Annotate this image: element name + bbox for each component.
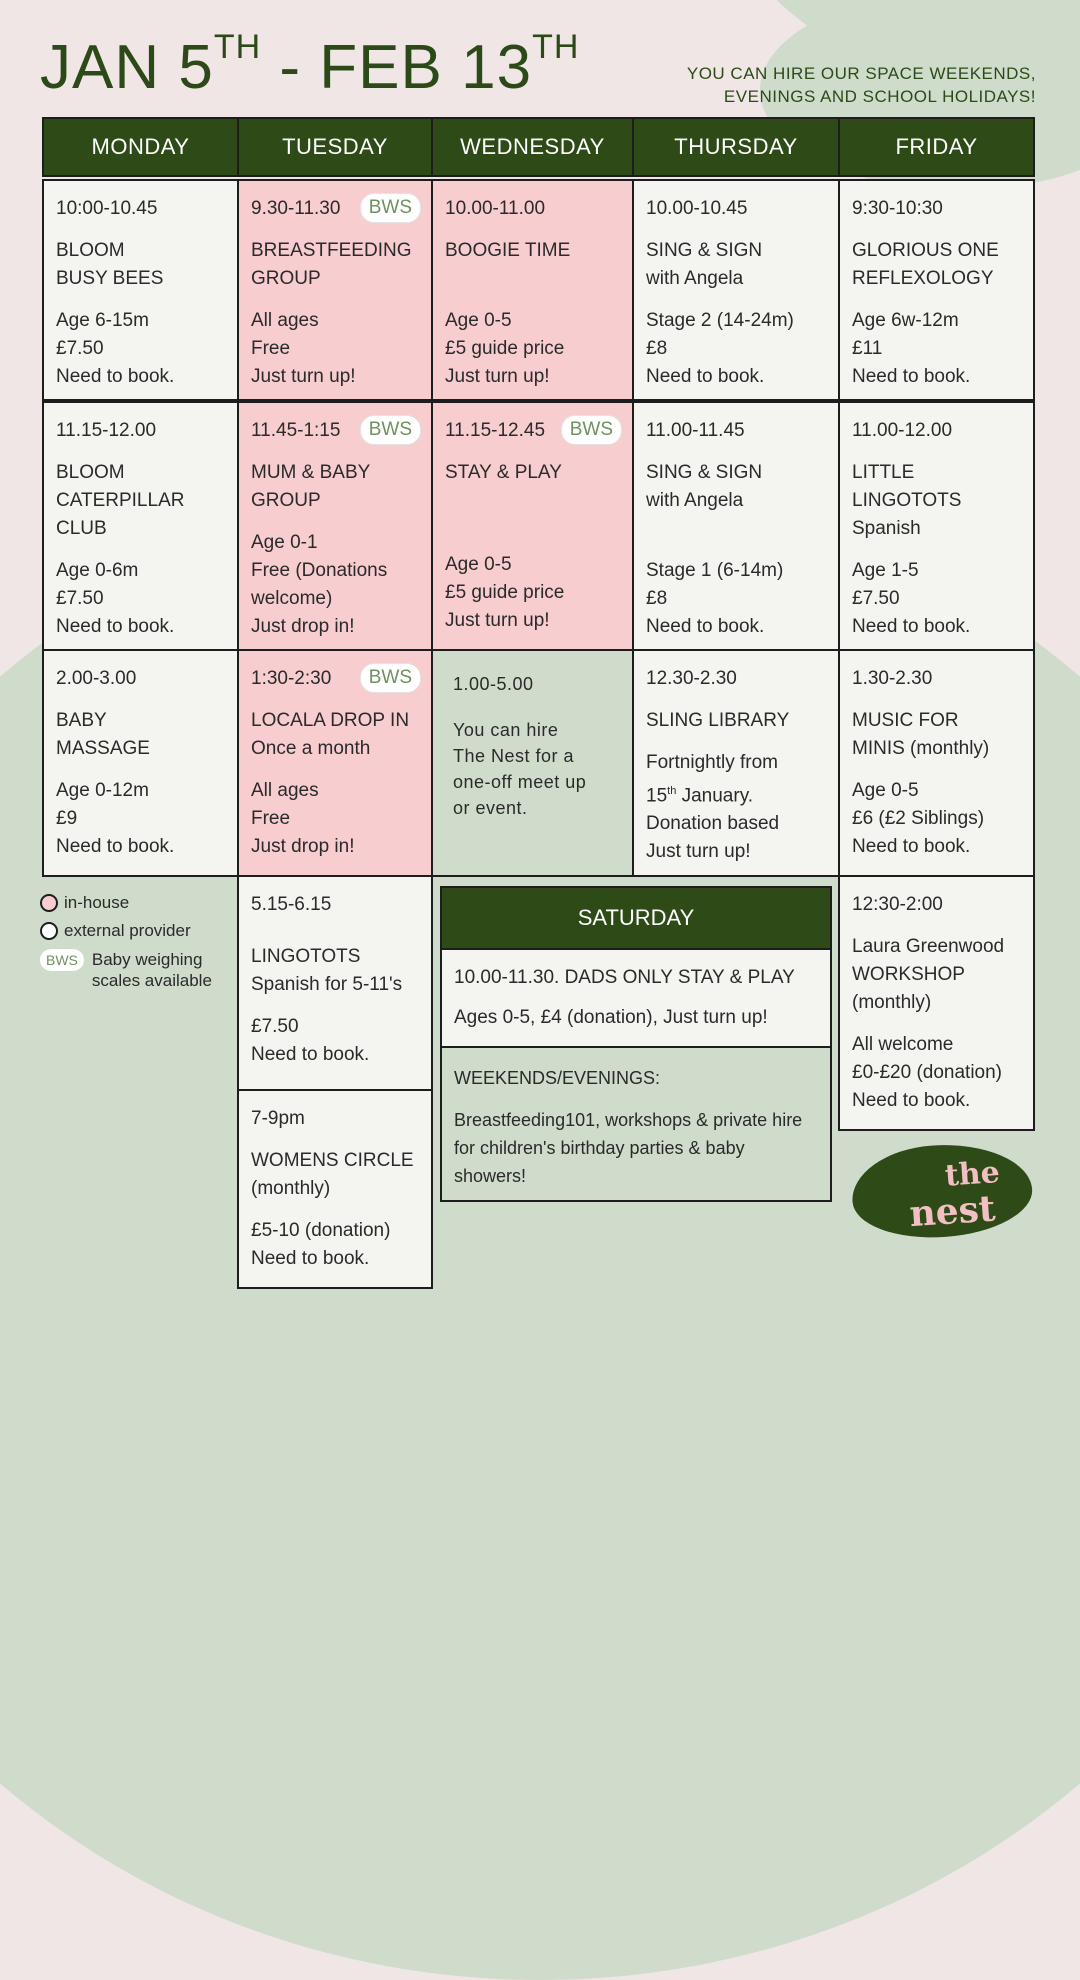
session-detail: All ages xyxy=(251,780,319,801)
hire-text: The Nest for a xyxy=(453,746,575,766)
session-detail: Age 1-5 xyxy=(852,560,919,581)
session-name: BOOGIE TIME xyxy=(445,240,571,261)
session-name: LOCALA DROP IN xyxy=(251,710,410,731)
session-detail: 15th January. xyxy=(646,785,754,807)
session-price: £7.50 xyxy=(852,588,900,609)
session-booking: Need to book. xyxy=(852,1090,971,1111)
session-time: 7-9pm xyxy=(251,1108,305,1129)
session-price: welcome) xyxy=(251,588,333,609)
session-name: (monthly) xyxy=(251,1178,331,1199)
session-booking: Just turn up! xyxy=(445,366,550,387)
session-time: 9.30-11.30 xyxy=(251,198,341,219)
session-detail: Age 0-6m xyxy=(56,560,139,581)
session-booking: Just drop in! xyxy=(251,616,355,637)
header-monday: MONDAY xyxy=(42,117,239,177)
session-price: £7.50 xyxy=(56,338,104,359)
session-booking: Need to book. xyxy=(56,836,175,857)
hire-text: You can hire xyxy=(453,720,559,740)
session-booking: Need to book. xyxy=(56,366,175,387)
session-name: MINIS (monthly) xyxy=(852,738,990,759)
session-price: Donation based xyxy=(646,813,780,835)
session-name: (monthly) xyxy=(852,992,932,1013)
session-name: BLOOM xyxy=(56,462,125,483)
session-time: 2.00-3.00 xyxy=(56,668,137,689)
header-thursday: THURSDAY xyxy=(632,117,840,177)
wednesday-hire xyxy=(431,649,634,877)
session-name: WORKSHOP xyxy=(852,964,965,985)
session-name: STAY & PLAY xyxy=(445,462,562,483)
session-detail: Stage 1 (6-14m) xyxy=(646,560,784,581)
session-name: GROUP xyxy=(251,490,321,511)
bws-badge: BWS xyxy=(40,949,84,971)
session-name: REFLEXOLOGY xyxy=(852,268,994,289)
session-name: BREASTFEEDING xyxy=(251,240,412,261)
session-detail: All welcome xyxy=(852,1034,954,1055)
session-booking: Need to book. xyxy=(852,366,971,387)
session-price: £8 xyxy=(646,588,668,609)
session-detail: Age 0-5 xyxy=(852,780,919,801)
session-booking: Just turn up! xyxy=(445,610,550,631)
session-name: WOMENS CIRCLE xyxy=(251,1150,414,1171)
session-time: 11.00-12.00 xyxy=(852,420,953,441)
session-price: £9 xyxy=(56,808,78,829)
bws-badge: BWS xyxy=(360,193,421,223)
session-time: 1:30-2:30 xyxy=(251,668,332,689)
hire-text: or event. xyxy=(453,798,528,818)
wednesday-session-1 xyxy=(431,179,634,401)
header-saturday: SATURDAY xyxy=(440,886,832,950)
weekends-text: Breastfeeding101, workshops & private hire for children's birthday parties & baby showers! xyxy=(454,1110,803,1186)
session-name: CATERPILLAR xyxy=(56,490,185,511)
session-time: 10:00-10.45 xyxy=(56,198,158,219)
session-time: 12.30-2.30 xyxy=(646,668,737,689)
session-price: £5 guide price xyxy=(445,338,565,359)
session-booking: Just turn up! xyxy=(251,366,356,387)
the-nest-logo: the nest xyxy=(849,1139,1035,1243)
session-name: with Angela xyxy=(646,268,744,289)
session-name: MASSAGE xyxy=(56,738,150,759)
session-name: Spanish xyxy=(852,518,921,539)
tuesday-session-5 xyxy=(237,1089,433,1289)
session-price: Free xyxy=(251,338,291,359)
session-name: 10.00-11.30. DADS ONLY STAY & PLAY xyxy=(454,967,795,988)
session-name: Once a month xyxy=(251,738,371,759)
session-name: BUSY BEES xyxy=(56,268,164,289)
session-booking: Need to book. xyxy=(646,616,765,637)
session-detail: Stage 2 (14-24m) xyxy=(646,310,794,331)
session-price: Free (Donations xyxy=(251,560,388,581)
wednesday-session-2 xyxy=(431,401,634,651)
monday-session-1 xyxy=(42,179,239,401)
session-price: £0-£20 (donation) xyxy=(852,1062,1002,1083)
session-booking: Need to book. xyxy=(251,1044,370,1065)
session-time: 11.00-11.45 xyxy=(646,420,745,441)
weekends-evenings xyxy=(440,1046,832,1202)
session-time: 1.30-2.30 xyxy=(852,668,933,689)
hire-note: YOU CAN HIRE OUR SPACE WEEKENDS, EVENINGS AND SCHOOL HOLIDAYS! xyxy=(686,64,1036,106)
session-detail: Ages 0-5, £4 (donation), Just turn up! xyxy=(454,1007,768,1028)
session-name: Spanish for 5-11's xyxy=(251,974,403,995)
session-detail: Age 6w-12m xyxy=(852,310,959,331)
header-wednesday: WEDNESDAY xyxy=(431,117,634,177)
session-name: GLORIOUS ONE xyxy=(852,240,999,261)
session-time: 1.00-5.00 xyxy=(453,674,534,694)
session-time: 10.00-10.45 xyxy=(646,198,748,219)
friday-session-1 xyxy=(838,179,1035,401)
session-name: Laura Greenwood xyxy=(852,936,1005,957)
bws-badge: BWS xyxy=(561,415,622,445)
bws-badge: BWS xyxy=(360,415,421,445)
tuesday-session-3 xyxy=(237,649,433,877)
white-circle-icon xyxy=(40,922,58,940)
session-name: MUM & BABY xyxy=(251,462,371,483)
pink-circle-icon xyxy=(40,894,58,912)
tuesday-session-1 xyxy=(237,179,433,401)
session-name: SLING LIBRARY xyxy=(646,710,790,731)
friday-session-2 xyxy=(838,401,1035,651)
thursday-session-1 xyxy=(632,179,840,401)
session-name: GROUP xyxy=(251,268,321,289)
session-price: Free xyxy=(251,808,291,829)
session-detail: Age 0-12m xyxy=(56,780,149,801)
session-time: 10.00-11.00 xyxy=(445,198,546,219)
session-price: £8 xyxy=(646,338,668,359)
session-name: BLOOM xyxy=(56,240,125,261)
session-name: SING & SIGN xyxy=(646,240,763,261)
session-booking: Need to book. xyxy=(251,1248,370,1269)
session-price: £7.50 xyxy=(56,588,104,609)
session-time: 5.15-6.15 xyxy=(251,894,332,915)
page-title: JAN 5TH - FEB 13TH xyxy=(40,28,580,102)
legend-inhouse: in-house xyxy=(40,893,212,913)
tuesday-session-2 xyxy=(237,401,433,651)
session-time: 12:30-2:00 xyxy=(852,894,943,915)
thursday-session-3 xyxy=(632,649,840,877)
session-price: £5 guide price xyxy=(445,582,565,603)
session-detail: All ages xyxy=(251,310,319,331)
session-name: LINGOTOTS xyxy=(251,946,361,967)
header-friday: FRIDAY xyxy=(838,117,1035,177)
session-detail: Age 6-15m xyxy=(56,310,149,331)
legend-bws: BWS Baby weighing scales available xyxy=(40,949,212,991)
session-price: £11 xyxy=(852,338,883,359)
thursday-session-2 xyxy=(632,401,840,651)
session-detail: Fortnightly from xyxy=(646,752,778,773)
monday-session-2 xyxy=(42,401,239,651)
session-booking: Need to book. xyxy=(646,366,765,387)
header-tuesday: TUESDAY xyxy=(237,117,433,177)
friday-session-4 xyxy=(838,875,1035,1131)
session-price: £6 (£2 Siblings) xyxy=(852,808,985,829)
session-booking: Need to book. xyxy=(852,616,971,637)
weekends-title: WEEKENDS/EVENINGS: xyxy=(454,1068,661,1088)
session-name: LITTLE xyxy=(852,462,915,483)
legend-external: external provider xyxy=(40,921,212,941)
session-name: LINGOTOTS xyxy=(852,490,962,511)
session-detail: Age 0-5 xyxy=(445,554,512,575)
saturday-session xyxy=(440,948,832,1048)
session-booking: Just turn up! xyxy=(646,841,751,863)
hire-text: one-off meet up xyxy=(453,772,587,792)
session-name: with Angela xyxy=(646,490,744,511)
session-detail: Age 0-5 xyxy=(445,310,512,331)
session-time: 9:30-10:30 xyxy=(852,198,943,219)
session-price: £5-10 (donation) xyxy=(251,1220,391,1241)
session-detail: Age 0-1 xyxy=(251,532,318,553)
session-name: MUSIC FOR xyxy=(852,710,959,731)
tuesday-session-4 xyxy=(237,875,433,1091)
bws-badge: BWS xyxy=(360,663,421,693)
session-booking: Just drop in! xyxy=(251,836,355,857)
monday-session-3 xyxy=(42,649,239,877)
session-name: CLUB xyxy=(56,518,107,539)
session-price: £7.50 xyxy=(251,1016,299,1037)
friday-session-3 xyxy=(838,649,1035,877)
session-time: 11.45-1:15 xyxy=(251,420,341,441)
session-booking: Need to book. xyxy=(56,616,175,637)
session-time: 11.15-12.45 xyxy=(445,420,546,441)
session-name: BABY xyxy=(56,710,107,731)
session-name: SING & SIGN xyxy=(646,462,763,483)
legend xyxy=(40,893,212,991)
session-time: 11.15-12.00 xyxy=(56,420,157,441)
session-booking: Need to book. xyxy=(852,836,971,857)
